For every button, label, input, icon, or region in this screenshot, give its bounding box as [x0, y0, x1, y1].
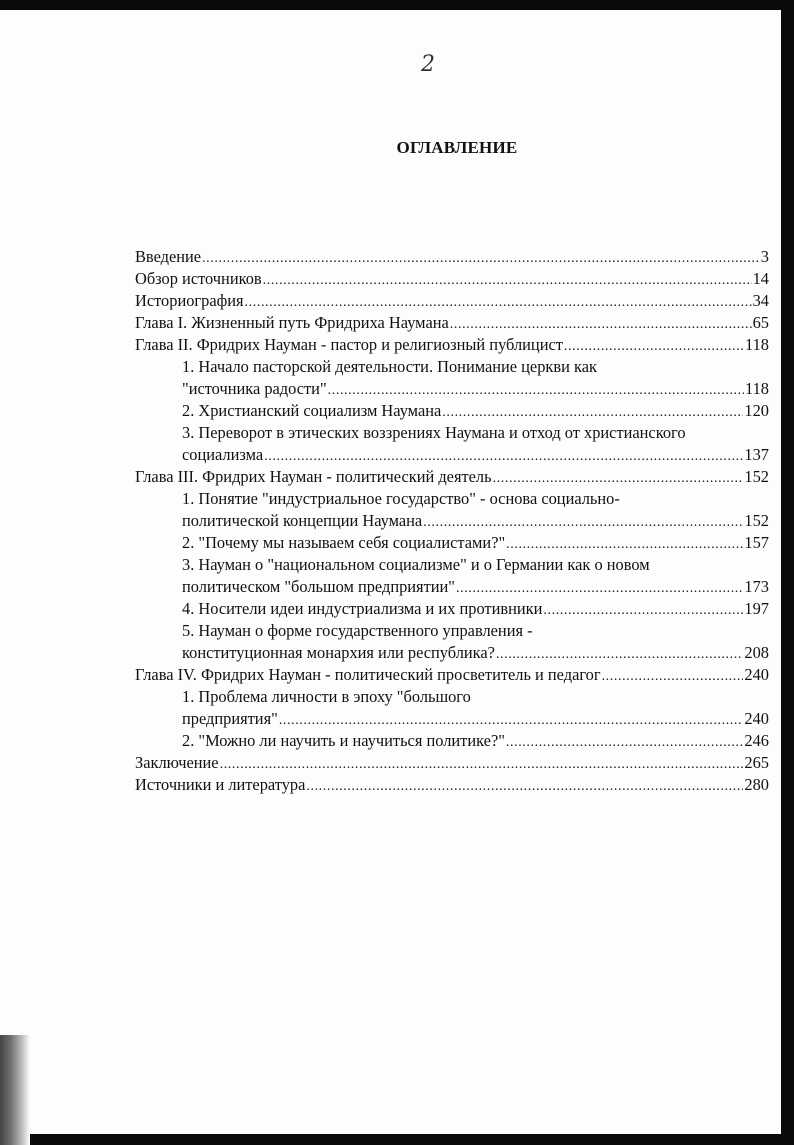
toc-entry-page: 152 [744, 467, 769, 486]
toc-entry-chapter-2-section-1-line-1[interactable] [135, 356, 769, 378]
toc-entry-label: 5. Науман о форме государственного управления - [182, 621, 533, 640]
toc-entry-chapter-4-section-1-line-1[interactable] [135, 686, 769, 708]
toc-leader-dots [264, 448, 743, 466]
toc-entry-label: Источники и литература [135, 775, 306, 794]
toc-entry-label: 3. Науман о "национальном социализме" и о Германии как о новом [182, 555, 650, 574]
toc-entry-chapter-3-section-2[interactable] [135, 532, 769, 554]
toc-entry-label: Заключение [135, 753, 219, 772]
toc-entry-chapter-4-section-2[interactable] [135, 730, 769, 752]
toc-entry-label: 2. "Почему мы называем себя социалистами?" [182, 533, 506, 552]
toc-entry-page: 208 [744, 643, 769, 662]
toc-entry-label: 4. Носители идеи индустриализма и их противники [182, 599, 543, 618]
toc-leader-dots [506, 536, 743, 554]
toc-entry-label: политическом "большом предприятии" [182, 577, 455, 596]
toc-entry-label: "источника радости" [182, 379, 327, 398]
toc-entry-chapter-2[interactable] [135, 334, 769, 356]
toc-entry-label: Глава II. Фридрих Науман - пастор и религиозный публицист [135, 335, 563, 354]
toc-entry-label: предприятия" [182, 709, 278, 728]
toc-entry-page: 152 [744, 511, 769, 530]
page-title: ОГЛАВЛЕНИЕ [396, 138, 518, 157]
toc-entry-label: Глава IV. Фридрих Науман - политический просветитель и педагог [135, 665, 601, 684]
toc-entry-chapter-3-section-4[interactable] [135, 598, 769, 620]
scan-edge-right [781, 0, 794, 1145]
toc-entry-page: 65 [752, 313, 769, 332]
toc-entry-page: 280 [744, 775, 769, 794]
toc-entry-chapter-2-section-3[interactable] [135, 444, 769, 466]
toc-leader-dots [202, 250, 760, 268]
toc-entry-page: 3 [760, 247, 769, 266]
toc-entry-chapter-2-section-1[interactable] [135, 378, 769, 400]
toc-entry-chapter-1[interactable] [135, 312, 769, 334]
toc-entry-label: 2. "Можно ли научить и научиться политике?" [182, 731, 505, 750]
toc-entry-label: Глава III. Фридрих Науман - политический деятель [135, 467, 492, 486]
scan-edge-bottom [30, 1134, 794, 1145]
toc-leader-dots [279, 712, 744, 730]
toc-entry-page: 157 [744, 533, 769, 552]
toc-entry-page: 34 [752, 291, 769, 310]
toc-entry-label: 2. Христианский социализм Наумана [182, 401, 442, 420]
toc-entry-label: Введение [135, 247, 202, 266]
toc-entry-bibliography[interactable] [135, 774, 769, 796]
scan-shadow-left [0, 1035, 30, 1145]
toc-entry-label: Историография [135, 291, 244, 310]
toc-leader-dots [543, 602, 743, 620]
toc-leader-dots [423, 514, 743, 532]
toc-leader-dots [564, 338, 744, 356]
toc-entry-chapter-4-section-1[interactable] [135, 708, 769, 730]
toc-entry-page: 265 [744, 753, 769, 772]
toc-leader-dots [263, 272, 752, 290]
toc-entry-chapter-3-section-5-line-1[interactable] [135, 620, 769, 642]
toc-entry-page: 14 [752, 269, 769, 288]
toc-leader-dots [456, 580, 743, 598]
toc-leader-dots [506, 734, 744, 752]
toc-entry-label: 3. Переворот в этических воззрениях Наумана и отход от христианского [182, 423, 686, 442]
toc-entry-page: 246 [744, 731, 769, 750]
table-of-contents [135, 246, 769, 796]
toc-entry-chapter-3-section-3[interactable] [135, 576, 769, 598]
toc-leader-dots [496, 646, 743, 664]
toc-entry-page: 240 [744, 665, 769, 684]
toc-entry-page: 137 [744, 445, 769, 464]
toc-entry-historiography[interactable] [135, 290, 769, 312]
toc-entry-label: социализма [182, 445, 264, 464]
toc-leader-dots [602, 668, 744, 686]
toc-entry-label: Обзор источников [135, 269, 262, 288]
handwritten-page-number: 2 [421, 52, 435, 77]
toc-leader-dots [328, 382, 744, 400]
toc-entry-chapter-3-section-1[interactable] [135, 510, 769, 532]
toc-entry-chapter-2-section-2[interactable] [135, 400, 769, 422]
toc-entry-chapter-3-section-1-line-1[interactable] [135, 488, 769, 510]
toc-leader-dots [442, 404, 743, 422]
toc-entry-page: 120 [744, 401, 769, 420]
toc-entry-page: 240 [744, 709, 769, 728]
toc-entry-label: Глава I. Жизненный путь Фридриха Наумана [135, 313, 449, 332]
toc-entry-chapter-3-section-3-line-1[interactable] [135, 554, 769, 576]
toc-entry-label: конституционная монархия или республика? [182, 643, 495, 662]
toc-entry-page: 197 [744, 599, 769, 618]
toc-leader-dots [450, 316, 752, 334]
toc-entry-conclusion[interactable] [135, 752, 769, 774]
toc-entry-chapter-3[interactable] [135, 466, 769, 488]
toc-leader-dots [245, 294, 752, 312]
toc-entry-label: 1. Начало пасторской деятельности. Понимание церкви как [182, 357, 597, 376]
toc-entry-chapter-4[interactable] [135, 664, 769, 686]
toc-entry-label: 1. Проблема личности в эпоху "большого [182, 687, 471, 706]
toc-entry-chapter-3-section-5[interactable] [135, 642, 769, 664]
scan-edge-top [0, 0, 794, 10]
toc-entry-label: политической концепции Наумана [182, 511, 423, 530]
toc-entry-chapter-2-section-3-line-1[interactable] [135, 422, 769, 444]
toc-entry-page: 118 [745, 335, 769, 354]
toc-leader-dots [493, 470, 744, 488]
toc-entry-page: 118 [745, 379, 769, 398]
toc-entry-page: 173 [744, 577, 769, 596]
toc-entry-sources-review[interactable] [135, 268, 769, 290]
toc-entry-intro[interactable] [135, 246, 769, 268]
toc-leader-dots [306, 778, 743, 796]
toc-leader-dots [220, 756, 744, 774]
toc-entry-label: 1. Понятие "индустриальное государство" - основа социально- [182, 489, 620, 508]
